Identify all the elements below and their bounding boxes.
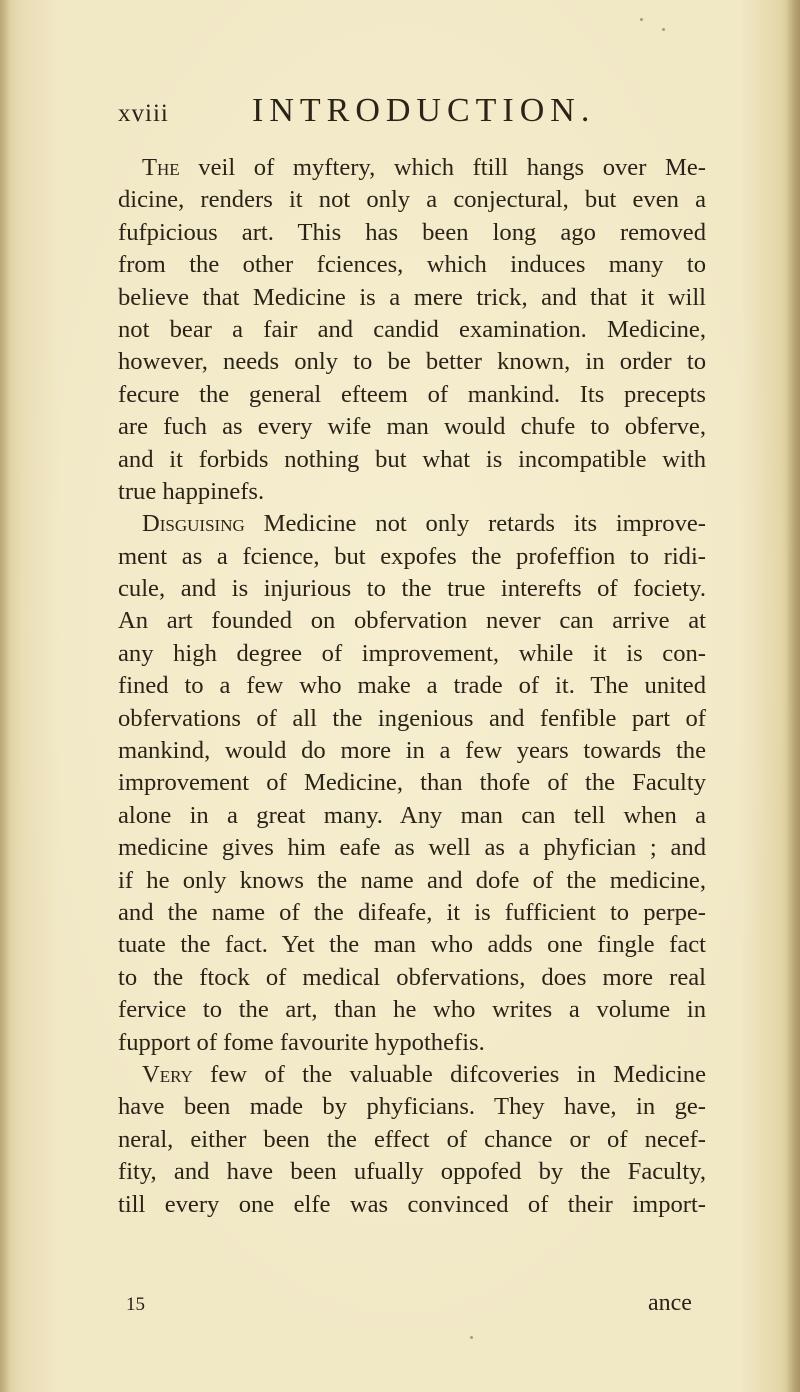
text-line: tuate the fact. Yet the man who adds one fingle fact	[118, 931, 706, 959]
text-line: and it forbids nothing but what is incompatible with	[118, 445, 706, 473]
text-line: to the ftock of medical obfervations, does more real	[118, 963, 706, 991]
text-line: believe that Medicine is a mere trick, and that it will	[118, 283, 706, 311]
text-line: and the name of the difeafe, it is fufficient to perpe-	[118, 898, 706, 926]
text-line: fined to a few who make a trade of it. The united	[118, 672, 706, 700]
text-line: not bear a fair and candid examination. Medicine,	[118, 315, 706, 343]
text-line: medicine gives him eafe as well as a phyfician ; and	[118, 834, 706, 862]
paragraph-lead-word: Very	[142, 1060, 193, 1088]
paper-speck	[662, 28, 665, 31]
text-line: any high degree of improvement, while it is con-	[118, 639, 706, 667]
catchword: ance	[648, 1290, 692, 1316]
text-line: neral, either been the effect of chance or of necef-	[118, 1125, 706, 1153]
text-line: true happinefs.	[118, 477, 265, 505]
paper-speck	[470, 1336, 473, 1339]
text-line: improvement of Medicine, than thofe of the Faculty	[118, 769, 706, 797]
page-header	[0, 92, 800, 136]
text-line: have been made by phyficians. They have, in ge-	[118, 1093, 706, 1121]
page-edge-left	[0, 0, 10, 1392]
signature-mark: 15	[126, 1294, 145, 1315]
text-line: however, needs only to be better known, in order to	[118, 348, 706, 376]
text-line: ment as a fcience, but expofes the profeffion to ridi-	[118, 542, 706, 570]
page-number: xviii	[118, 100, 169, 127]
body-text	[118, 152, 706, 1221]
page-footer	[0, 1290, 800, 1324]
text-line: fervice to the art, than he who writes a volume in	[118, 996, 706, 1024]
text-line: are fuch as every wife man would chufe to obferve,	[118, 413, 706, 441]
text-line: cule, and is injurious to the true interefts of fociety.	[118, 575, 706, 603]
text-line: fupport of fome favourite hypothefis.	[118, 1028, 485, 1056]
text-line: Very few of the valuable difcoveries in Medicine	[142, 1060, 707, 1088]
text-line: fity, and have been ufually oppofed by the Faculty,	[118, 1158, 706, 1186]
text-line: dicine, renders it not only a conjectural, but even a	[118, 186, 706, 214]
text-line: fufpicious art. This has been long ago removed	[118, 218, 706, 246]
text-line: alone in a great many. Any man can tell when a	[118, 801, 706, 829]
paragraph-lead-word: The	[142, 154, 180, 181]
page-edge-right	[786, 0, 800, 1392]
running-head: INTRODUCTION.	[252, 92, 596, 129]
text-line: An art founded on obfervation never can arrive at	[118, 607, 706, 635]
text-line: obfervations of all the ingenious and fenfible part of	[118, 704, 706, 732]
text-line: till every one elfe was convinced of their import-	[118, 1190, 706, 1218]
text-line: fecure the general efteem of mankind. Its precepts	[118, 380, 706, 408]
paragraph-lead-word: Disguising	[142, 510, 245, 538]
text-line: if he only knows the name and dofe of the medicine,	[118, 866, 706, 894]
text-line: from the other fciences, which induces many to	[118, 251, 706, 279]
text-line: Disguising Medicine not only retards its improve-	[142, 510, 706, 538]
paper-speck	[640, 18, 643, 21]
text-line: mankind, would do more in a few years towards the	[118, 737, 706, 765]
text-line: The veil of myftery, which ftill hangs over Me-	[142, 154, 706, 181]
